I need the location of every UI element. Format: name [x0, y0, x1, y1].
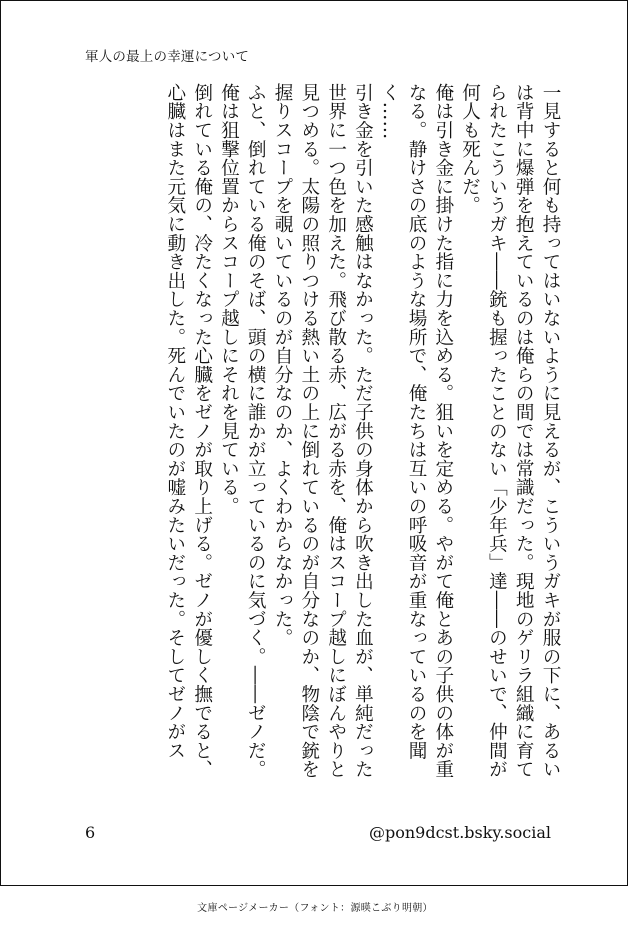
- author-handle: @pon9dcst.bsky.social: [368, 823, 551, 842]
- paragraph: 引き金を引いた感触はなかった。ただ子供の身体から吹き出した血が、単純だった世界に一つ色を加えた。飛び散る赤、広がる赤を、俺はスコープ越しにぼんやりと見つめる。太陽の照りつける熱い土の上に倒れているのが自分なのか、物陰で銃を握りスコープを覗いているのが自分なのか、よくわからなかった。: [272, 83, 374, 779]
- paragraph: ふと、倒れている俺のそば、頭の横に誰かが立っているのに気づく。――ゼノだ。俺は狙撃位置からスコープ越しにそれを見ている。: [218, 83, 267, 779]
- footer-credit: 文庫ページメーカー（フォント：源暎こぶり明朝）: [197, 903, 433, 914]
- page-number: 6: [85, 823, 96, 842]
- paragraph: 一見すると何も持ってはいないように見えるが、こういうガキが服の下に、あるいは背中に爆弾を抱えているのは俺らの間では常識だった。現地のゲリラ組織に育てられたこういうガキ――銃も握ったことのない「少年兵」達――のせいで、仲間が何人も死んだ。: [459, 83, 561, 779]
- paragraph: 俺は引き金に掛けた指に力を込める。狙いを定める。やがて俺とあの子供の体が重なる。静けさの底のような場所で、俺たちは互いの呼吸音が重なっているのを聞く……: [379, 83, 454, 779]
- body-text: [71, 83, 563, 789]
- running-header: 軍人の最上の幸運について: [85, 49, 250, 65]
- paragraph: 倒れている俺の、冷たくなった心臓をゼノが取り上げる。ゼノが優しく撫でると、心臓はまた元気に動き出した。死んでいたのが嘘みたいだった。そしてゼノがス: [164, 83, 213, 779]
